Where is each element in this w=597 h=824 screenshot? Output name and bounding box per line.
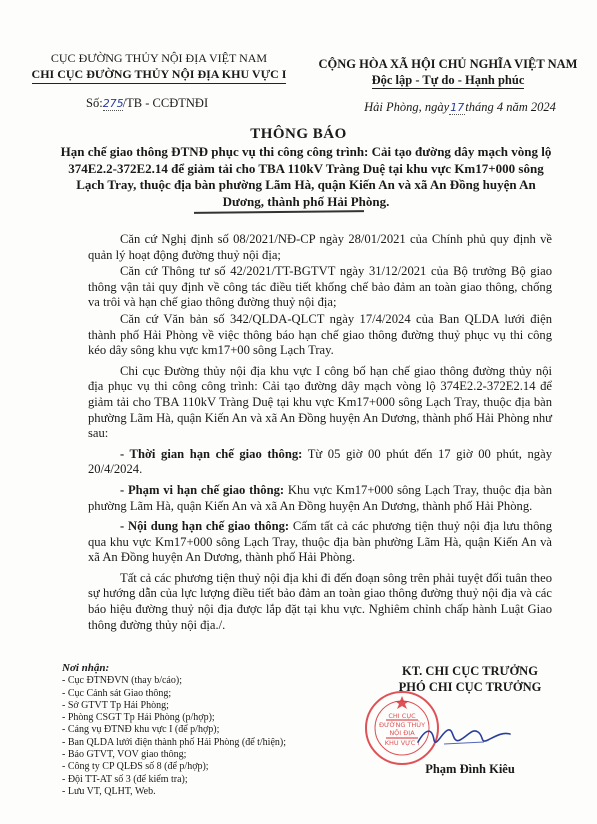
announcement-paragraph: Chi cục Đường thủy nội địa khu vực I công bố hạn chế giao thông đường thủy nội địa phục vụ thi công công trình: Cải tạo đường dây mạch vòng lộ 374E2.2-372E2.14 để giảm tải cho TBA 110kV Tràng Duệ tại khu vực Km17+000 sông Lạch Tray, thuộc địa bàn phường Lãm Hà, quận Kiến An và xã An Đồng huyện An Dương, thành phố Hải Phòng như sau: [88, 363, 552, 441]
recipient-item: - Cục Cảnh sát Giao thông; [62, 687, 172, 699]
date-day-handwritten: 17 [450, 101, 465, 114]
nation-name: CỘNG HÒA XÃ HỘI CHỦ NGHĨA VIỆT NAM [318, 57, 578, 71]
legal-basis-1: Căn cứ Nghị định số 08/2021/NĐ-CP ngày 28/01/2021 của Chính phủ quy định về quản lý hoạt động đường thuỷ nội địa; [88, 232, 552, 262]
document-number [86, 96, 208, 111]
doc-number-suffix: /TB - CCĐTNĐI [122, 96, 209, 110]
doc-number-handwritten: 275 [102, 97, 124, 110]
signature-line-1: KT. CHI CỤC TRƯỞNG [402, 664, 538, 678]
restriction-content-label: - Nội dung hạn chế giao thông: [120, 519, 290, 534]
parent-agency: CỤC ĐƯỜNG THỦY NỘI ĐỊA VIỆT NAM [50, 51, 268, 65]
recipient-item: - Đội TT-AT số 3 (để kiểm tra); [62, 773, 188, 785]
restriction-scope-text: Khu vực Km17+000 sông Lạch Tray, thuộc địa bàn phường Lãm Hà, quận Kiến An và xã An Đồng huyện An Dương, thành phố Hải Phòng. [88, 482, 552, 513]
signature-line-2: PHÓ CHI CỤC TRƯỞNG [398, 680, 542, 694]
legal-basis-3: Căn cứ Văn bản số 342/QLDA-QLCT ngày 17/4/2024 của Ban QLDA lưới điện thành phố Hải Phòng về việc thông báo hạn chế giao thông đường thuỷ phục vụ thi công kéo dây sông khu vực km17+00 sông Lạch Tray. [88, 311, 552, 358]
recipients-list [62, 662, 382, 798]
svg-text:ĐƯỜNG THỦY: ĐƯỜNG THỦY [378, 721, 426, 729]
restriction-content-text: Cấm tất cả các phương tiện thuỷ nội địa lưu thông qua khu vực Km17+000 sông Lạch Tray, thuộc địa bàn phường Lãm Hà, quận Kiến An và xã An Đồng huyện An Dương, thành phố Hải Phòng. [88, 519, 552, 565]
recipient-item: - Phòng CSGT Tp Hải Phòng (p/hợp); [62, 712, 215, 724]
recipient-item: - Lưu VT, QLHT, Web. [62, 785, 156, 797]
signer-name: Phạm Đình Kiêu [425, 762, 515, 776]
notice-title: THÔNG BÁO [250, 126, 347, 142]
doc-number-prefix: Số: [86, 96, 103, 110]
notice-subject: Hạn chế giao thông ĐTNĐ phục vụ thi công công trình: Cải tạo đường dây mạch vòng lộ 374E2.2-372E2.14 để giảm tải cho TBA 110kV Tràng Duệ tại khu vực Km17+000 sông Lạch Tray, thuộc địa bàn phường Lãm Hà, quận Kiến An và xã An Đồng huyện An Dương, thành phố Hải Phòng. [60, 144, 552, 209]
legal-basis-2: Căn cứ Thông tư số 42/2021/TT-BGTVT ngày 31/12/2021 của Bộ trưởng Bộ giao thông vận tải quy định về công tác điều tiết khống chế bảo đảm an toàn giao thông, chống va trôi và hạn chế giao thông đường thuỷ nội địa; [88, 264, 552, 310]
national-header-block [300, 56, 596, 89]
recipient-item: - Cảng vụ ĐTNĐ khu vực I (để p/hợp); [62, 724, 220, 736]
recipients-heading: Nơi nhận: [62, 662, 110, 674]
date-prefix: Hải Phòng, ngày [364, 100, 450, 114]
recipient-item: - Cục ĐTNĐVN (thay b/cáo); [62, 675, 182, 687]
restriction-time [88, 447, 552, 478]
restriction-scope [88, 483, 552, 514]
sub-agency: CHI CỤC ĐƯỜNG THỦY NỘI ĐỊA KHU VỰC I [32, 66, 287, 84]
svg-text:NỘI ĐỊA: NỘI ĐỊA [389, 729, 415, 737]
national-motto: Độc lập - Tự do - Hạnh phúc [371, 73, 525, 87]
handwritten-signature [414, 722, 514, 750]
recipient-item: - Ban QLDA lưới điện thành phố Hải Phòng (để t/hiện); [62, 736, 287, 748]
restriction-scope-label: - Phạm vi hạn chế giao thông: [120, 482, 285, 497]
recipient-item: - Công ty CP QLĐS số 8 (để p/hợp); [62, 761, 209, 773]
svg-text:CHI CỤC: CHI CỤC [388, 712, 416, 720]
notice-body [88, 232, 552, 634]
recipient-item: - Sở GTVT Tp Hải Phòng; [62, 699, 169, 711]
restriction-time-label: - Thời gian hạn chế giao thông: [120, 446, 303, 461]
issuing-agency-block [14, 50, 304, 84]
recipient-item: - Báo GTVT, VOV giao thông; [62, 749, 187, 761]
compliance-paragraph: Tất cả các phương tiện thuỷ nội địa khi đi đến đoạn sông trên phải tuyệt đối tuân theo sự hướng dẫn của lực lượng điều tiết bảo đảm an toàn giao thông đường thuỷ nội địa và các báo hiệu đường thuỷ nội địa được lắp đặt tại khu vực. Nghiêm chỉnh chấp hành Luật Giao thông đường thủy nội địa./. [88, 570, 552, 632]
svg-text:KHU VỰC I: KHU VỰC I [384, 739, 420, 747]
date-suffix: tháng 4 năm 2024 [465, 100, 556, 114]
issue-date [330, 100, 590, 115]
restriction-time-text: Từ 05 giờ 00 phút đến 17 giờ 00 phút, ngày 20/4/2024. [88, 446, 552, 477]
restriction-content [88, 519, 552, 566]
handwritten-underline [194, 210, 364, 214]
